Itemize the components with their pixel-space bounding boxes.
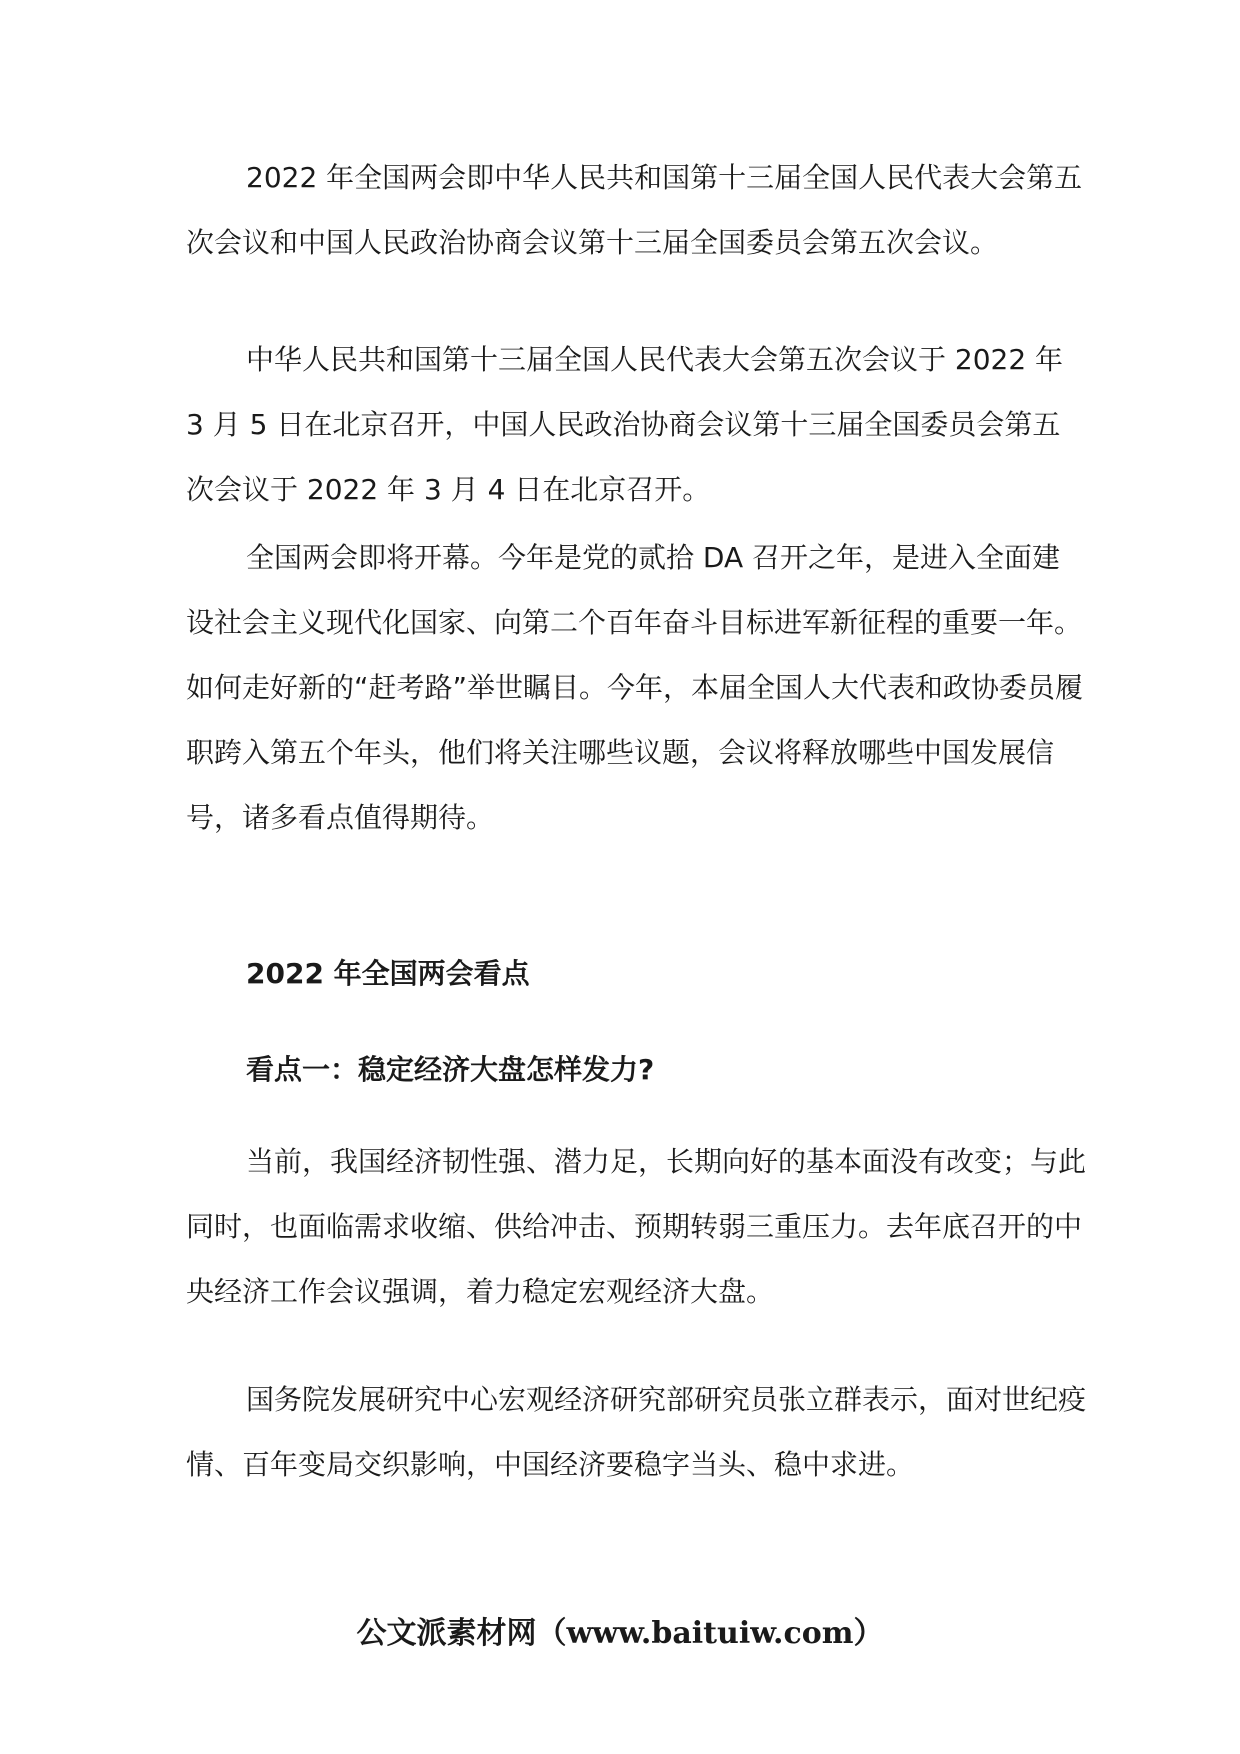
intro-paragraph-1: 2022 年全国两会即中华人民共和国第十三届全国人民代表大会第五次会议和中国人民政治协商会议第十三届全国委员会第五次会议。: [186, 161, 1083, 259]
intro-paragraph-2: 中华人民共和国第十三届全国人民代表大会第五次会议于 2022 年 3 月 5 日在北京召开，中国人民政治协商会议第十三届全国委员会第五次会议于 2022 年 3 月 4 日在北京召开。: [186, 343, 1064, 506]
point-one-paragraph-2: 国务院发展研究中心宏观经济研究部研究员张立群表示，面对世纪疫情、百年变局交织影响，中国经济要稳字当头、稳中求进。: [186, 1383, 1087, 1481]
point-one-heading: 看点一：稳定经济大盘怎样发力?: [246, 1053, 655, 1086]
intro-paragraph-3: 全国两会即将开幕。今年是党的贰拾 DA 召开之年，是进入全面建设社会主义现代化国家、向第二个百年奋斗目标进军新征程的重要一年。如何走好新的“赶考路”举世瞩目。今年，本届全国人大代表和政协委员履职跨入第五个年头，他们将关注哪些议题，会议将释放哪些中国发展信号，诸多看点值得期待。: [186, 541, 1084, 834]
footer-watermark: 公文派素材网（www.baituiw.com）: [356, 1616, 884, 1651]
point-one-paragraph-1: 当前，我国经济韧性强、潜力足，长期向好的基本面没有改变；与此同时，也面临需求收缩、供给冲击、预期转弱三重压力。去年底召开的中央经济工作会议强调，着力稳定宏观经济大盘。: [186, 1145, 1087, 1308]
section-heading: 2022 年全国两会看点: [246, 957, 530, 990]
